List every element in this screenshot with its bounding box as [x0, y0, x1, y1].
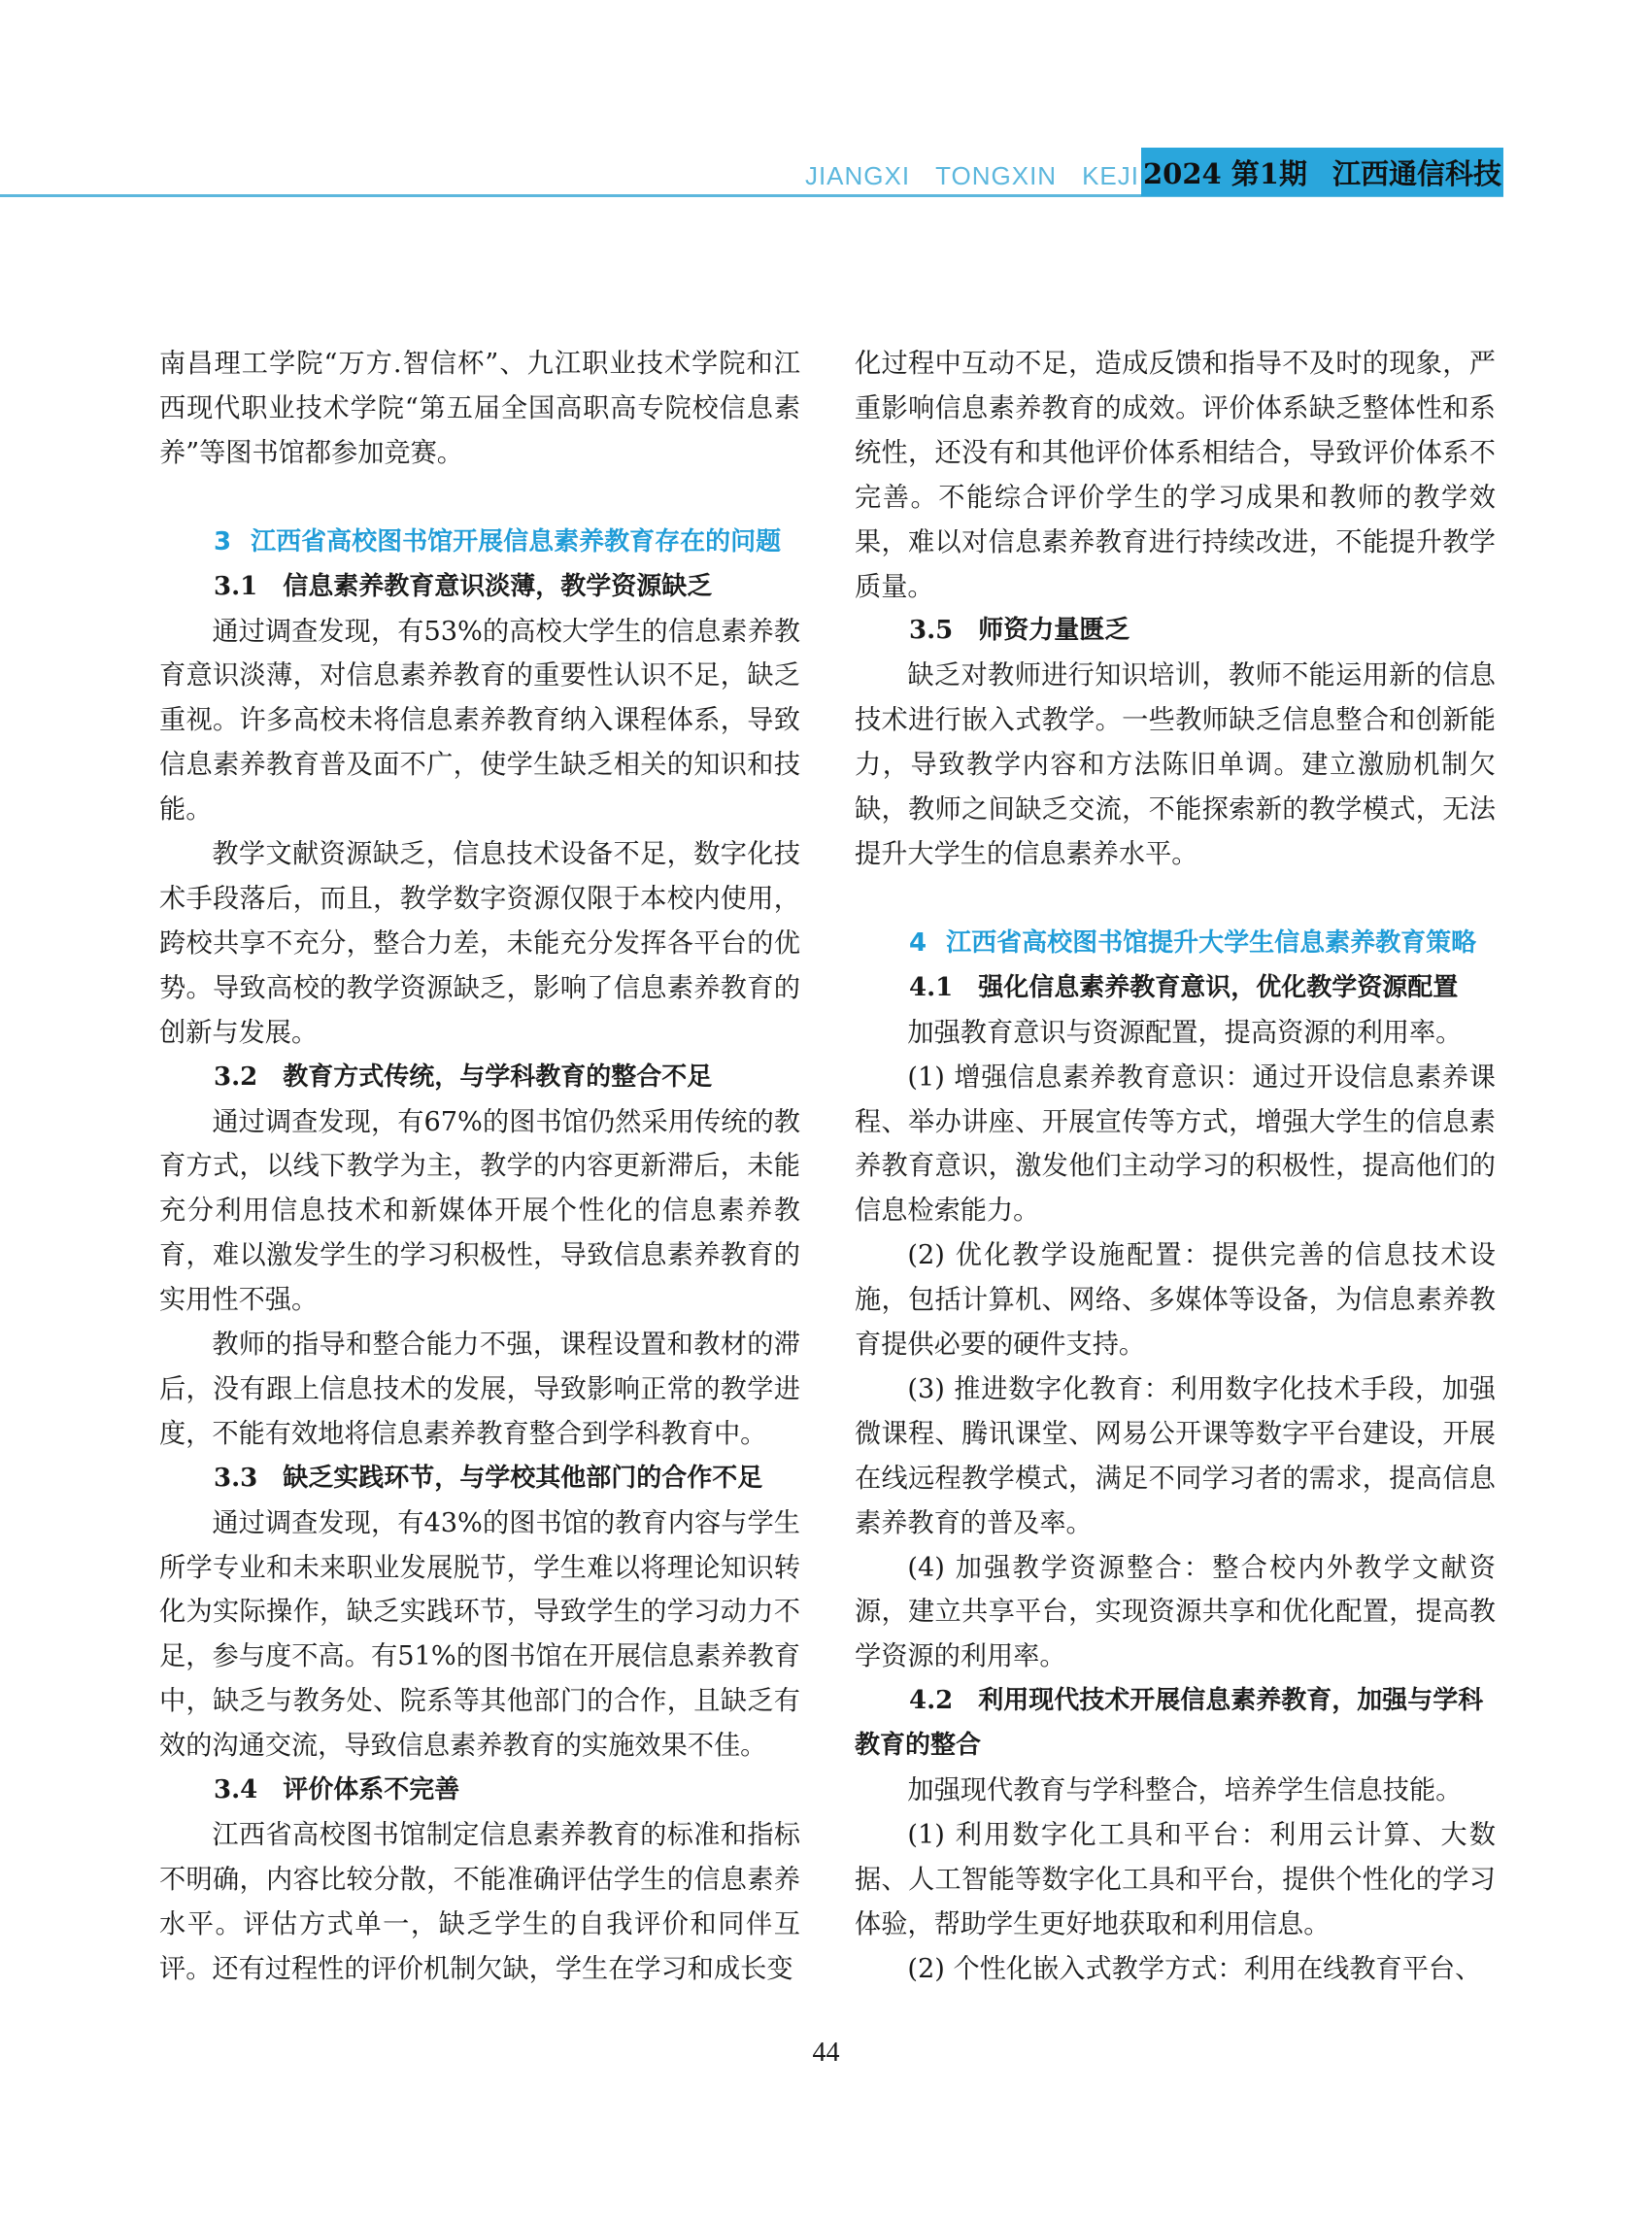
journal-badge — [1141, 148, 1503, 196]
section-title: 江西省高校图书馆提升大学生信息素养教育策略 — [946, 927, 1477, 958]
subsection-heading-4-1 — [855, 966, 1496, 1011]
journal-en-word: KEJI — [1082, 161, 1139, 190]
list-item: (4) 加强教学资源整合：整合校内外教学文献资源，建立共享平台，实现资源共享和优化配置，提高教学资源的利用率。 — [855, 1552, 1496, 1672]
journal-name-english — [780, 155, 1139, 196]
paragraph: 缺乏对教师进行知识培训，教师不能运用新的信息技术进行嵌入式教学。一些教师缺乏信息整合和创新能力，导致教学内容和方法陈旧单调。建立激励机制欠缺，教师之间缺乏交流，不能探索新的教学模式，无法提升大学生的信息素养水平。 — [855, 660, 1496, 869]
subsection-number: 3.4 — [214, 1775, 258, 1805]
subsection-title: 利用现代技术开展信息素养教育，加强与学科教育的整合 — [855, 1686, 1484, 1761]
subsection-number: 3.3 — [214, 1463, 258, 1493]
list-item: (1) 利用数字化工具和平台：利用云计算、大数据、人工智能等数字化工具和平台，提供个性化的学习体验，帮助学生更好地获取和利用信息。 — [855, 1820, 1496, 1939]
subsection-number: 3.1 — [214, 571, 258, 601]
subsection-title: 缺乏实践环节，与学校其他部门的合作不足 — [283, 1463, 763, 1493]
subsection-heading-3-1 — [159, 565, 800, 610]
subsection-number: 4.2 — [909, 1686, 954, 1716]
paragraph: 江西省高校图书馆制定信息素养教育的标准和指标不明确，内容比较分散，不能准确评估学生的信息素养水平。评估方式单一，缺乏学生的自我评价和同伴互评。还有过程性的评价机制欠缺，学生在学习和成长变 — [159, 1820, 800, 1984]
intro-continuation: 南昌理工学院“万方.智信杯”、九江职业技术学院和江西现代职业技术学院“第五届全国高职高专院校信息素养”等图书馆都参加竞赛。 — [159, 349, 800, 468]
paragraph: 教师的指导和整合能力不强，课程设置和教材的滞后，没有跟上信息技术的发展，导致影响正常的教学进度，不能有效地将信息素养教育整合到学科教育中。 — [159, 1330, 800, 1449]
journal-name-chinese: 江西通信科技 — [1332, 156, 1501, 190]
journal-en-word: TONGXIN — [935, 161, 1058, 190]
subsection-title: 评价体系不完善 — [283, 1775, 460, 1805]
subsection-heading-3-3 — [159, 1457, 800, 1501]
paragraph: 通过调查发现，有67%的图书馆仍然采用传统的教育方式，以线下教学为主，教学的内容更新滞后，未能充分利用信息技术和新媒体开展个性化的信息素养教育，难以激发学生的学习积极性，导致信息素养教育的实用性不强。 — [159, 1106, 800, 1316]
subsection-number: 4.1 — [909, 972, 954, 1002]
list-item: (1) 增强信息素养教育意识：通过开设信息素养课程、举办讲座、开展宣传等方式，增强大学生的信息素养教育意识，激发他们主动学习的积极性，提高他们的信息检索能力。 — [855, 1062, 1496, 1227]
page-number: 44 — [812, 2038, 840, 2068]
subsection-heading-4-2 — [855, 1679, 1496, 1769]
list-item: (2) 个性化嵌入式教学方式：利用在线教育平台、 — [907, 1953, 1482, 1984]
paragraph: 加强教育意识与资源配置，提高资源的利用率。 — [907, 1017, 1463, 1048]
right-column — [855, 342, 1496, 1992]
section-heading-3 — [159, 521, 800, 565]
section-gap — [855, 877, 1496, 922]
subsection-heading-3-2 — [159, 1056, 800, 1100]
section-gap — [159, 476, 800, 521]
paragraph: 通过调查发现，有43%的图书馆的教育内容与学生所学专业和未来职业发展脱节，学生难以将理论知识转化为实际操作，缺乏实践环节，导致学生的学习动力不足，参与度不高。有51%的图书馆在开展信息素养教育中，缺乏与教务处、院系等其他部门的合作，且缺乏有效的沟通交流，导致信息素养教育的实施效果不佳。 — [159, 1507, 800, 1762]
paragraph: 通过调查发现，有53%的高校大学生的信息素养教育意识淡薄，对信息素养教育的重要性认识不足，缺乏重视。许多高校未将信息素养教育纳入课程体系，导致信息素养教育普及面不广，使学生缺乏相关的知识和技能。 — [159, 616, 800, 826]
section-heading-4 — [855, 922, 1496, 966]
subsection-title: 师资力量匮乏 — [978, 616, 1130, 646]
subsection-title: 强化信息素养教育意识，优化教学资源配置 — [978, 972, 1459, 1002]
list-item: (2) 优化教学设施配置：提供完善的信息技术设施，包括计算机、网络、多媒体等设备，为信息素养教育提供必要的硬件支持。 — [855, 1240, 1496, 1361]
paragraph: 教学文献资源缺乏，信息技术设备不足，数字化技术手段落后，而且，教学数字资源仅限于本校内使用，跨校共享不充分，整合力差，未能充分发挥各平台的优势。导致高校的教学资源缺乏，影响了信息素养教育的创新与发展。 — [159, 839, 800, 1048]
left-column — [159, 342, 800, 1992]
subsection-heading-3-5 — [855, 609, 1496, 654]
subsection-title: 信息素养教育意识淡薄，教学资源缺乏 — [283, 571, 713, 601]
section-title: 江西省高校图书馆开展信息素养教育存在的问题 — [251, 526, 782, 556]
paragraph-continuation: 化过程中互动不足，造成反馈和指导不及时的现象，严重影响信息素养教育的成效。评价体系缺乏整体性和系统性，还没有和其他评价体系相结合，导致评价体系不完善。不能综合评价学生的学习成果和教师的教学效果，难以对信息素养教育进行持续改进，不能提升教学质量。 — [855, 349, 1496, 602]
section-number: 4 — [909, 927, 927, 958]
journal-en-word: JIANGXI — [804, 161, 911, 190]
list-item: (3) 推进数字化教育：利用数字化技术手段，加强微课程、腾讯课堂、网易公开课等数字平台建设，开展在线远程教学模式，满足不同学习者的需求，提高信息素养教育的普及率。 — [855, 1373, 1496, 1538]
subsection-title: 教育方式传统，与学科教育的整合不足 — [283, 1062, 713, 1092]
section-number: 3 — [214, 526, 232, 556]
issue-number: 2024 第1期 — [1142, 156, 1307, 190]
subsection-heading-3-4 — [159, 1769, 800, 1813]
paragraph: 加强现代教育与学科整合，培养学生信息技能。 — [907, 1775, 1463, 1806]
subsection-number: 3.2 — [214, 1062, 258, 1092]
journal-issue-title — [1143, 152, 1501, 192]
subsection-number: 3.5 — [909, 616, 954, 646]
